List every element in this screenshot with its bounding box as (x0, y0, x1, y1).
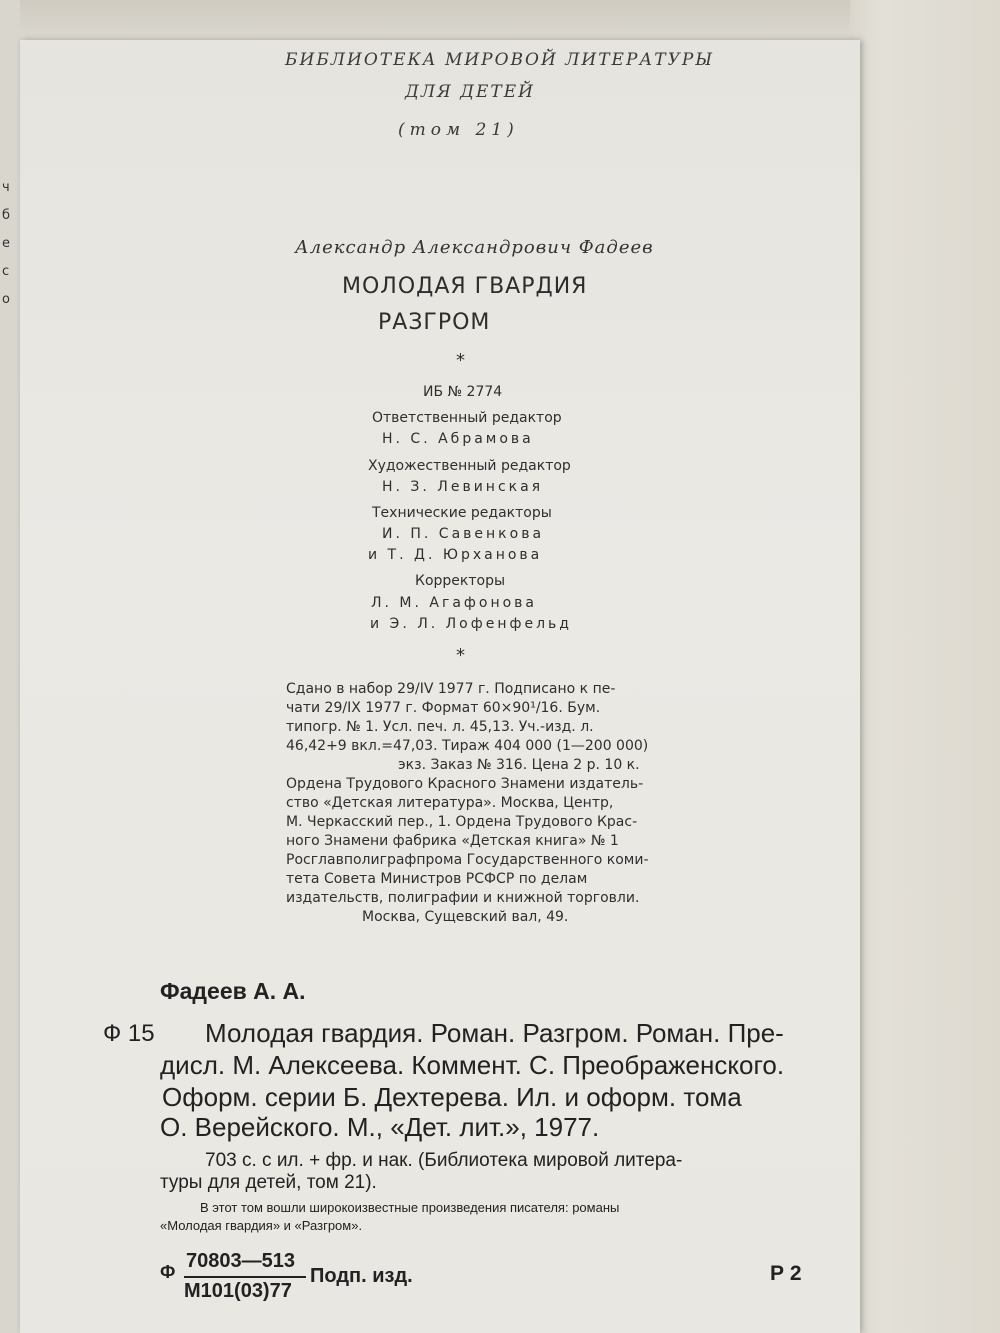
series-title-line1: БИБЛИОТЕКА МИРОВОЙ ЛИТЕРАТУРЫ (285, 50, 715, 70)
bib-note-line: В этот том вошли широкоизвестные произведения писателя: романы (200, 1200, 620, 1215)
credit-name: Н. С. Абрамова (382, 431, 534, 447)
imprint-line: издательств, полиграфии и книжной торговли. (286, 890, 640, 906)
bib-classification: Р 2 (770, 1262, 802, 1285)
bib-f-letter: Ф (160, 1262, 176, 1282)
imprint-line: М. Черкасский пер., 1. Ордена Трудового Крас- (286, 814, 638, 830)
bib-pages-line: 703 с. с ил. + фр. и нак. (Библиотека мировой литера- (205, 1150, 683, 1171)
imprint-line: Сдано в набор 29/IV 1977 г. Подписано к пе- (286, 681, 616, 697)
bib-fraction-denominator: М101(03)77 (184, 1280, 292, 1302)
imprint-block (286, 680, 676, 927)
bib-desc-line: дисл. М. Алексеева. Коммент. С. Преображенского. (160, 1050, 785, 1080)
bib-desc-line: Оформ. серии Б. Дехтерева. Ил. и оформ. тома (162, 1082, 742, 1112)
imprint-line: 46,42+9 вкл.=47,03. Тираж 404 000 (1—200 000) (286, 738, 649, 754)
credit-name: И. П. Савенкова (382, 526, 545, 542)
credit-role: Технические редакторы (372, 505, 552, 521)
imprint-line: ство «Детская литература». Москва, Центр, (286, 795, 614, 811)
left-fragment-char: ч (2, 180, 10, 195)
imprint-line: чати 29/IX 1977 г. Формат 60×90¹/16. Бум. (286, 700, 601, 716)
bib-desc-line: О. Верейского. М., «Дет. лит.», 1977. (160, 1112, 600, 1142)
bib-pages-line: туры для детей, том 21). (160, 1172, 377, 1193)
bib-fraction-line (184, 1276, 306, 1278)
credit-name: и Т. Д. Юрханова (368, 547, 543, 563)
imprint-line: Росглавполиграфпрома Государственного коми- (286, 852, 649, 868)
book-title-2: РАЗГРОМ (378, 310, 491, 335)
left-fragment-char: о (2, 292, 10, 307)
separator-star: * (456, 350, 465, 371)
credit-role: Корректоры (415, 573, 506, 589)
series-volume: (том 21) (398, 120, 519, 140)
imprint-line: ного Знамени фабрика «Детская книга» № 1 (286, 833, 619, 849)
left-fragment-char: с (2, 264, 10, 279)
book-title-1: МОЛОДАЯ ГВАРДИЯ (342, 274, 588, 299)
left-fragment-char: е (2, 236, 10, 251)
left-fragment-char: б (2, 208, 11, 223)
bib-podp: Подп. изд. (310, 1265, 413, 1287)
credit-name: и Э. Л. Лофенфельд (370, 616, 572, 632)
credit-role: Художественный редактор (368, 458, 571, 474)
bib-desc-line: Молодая гвардия. Роман. Разгром. Роман. Пре- (205, 1018, 784, 1048)
credit-name: Н. З. Левинская (382, 479, 544, 495)
imprint-line: типогр. № 1. Усл. печ. л. 45,13. Уч.-изд. л. (286, 719, 594, 735)
bib-fraction-numerator: 70803—513 (186, 1250, 295, 1272)
imprint-line: тета Совета Министров РСФСР по делам (286, 871, 588, 887)
bib-author: Фадеев А. А. (160, 978, 306, 1004)
imprint-line: экз. Заказ № 316. Цена 2 р. 10 к. (398, 757, 640, 773)
ib-number: ИБ № 2774 (423, 384, 503, 400)
bib-code: Ф 15 (103, 1020, 155, 1047)
separator-star: * (456, 645, 465, 666)
credit-role: Ответственный редактор (372, 410, 562, 426)
left-page-fragment (0, 0, 20, 1333)
bib-note-line: «Молодая гвардия» и «Разгром». (160, 1218, 363, 1233)
imprint-line: Москва, Сущевский вал, 49. (362, 909, 569, 925)
credit-name: Л. М. Агафонова (371, 595, 538, 611)
imprint-line: Ордена Трудового Красного Знамени издатель- (286, 776, 644, 792)
book-right-edge (850, 0, 1000, 1333)
series-title-line2: ДЛЯ ДЕТЕЙ (405, 82, 535, 102)
author-full-name: Александр Александрович Фадеев (295, 237, 654, 258)
